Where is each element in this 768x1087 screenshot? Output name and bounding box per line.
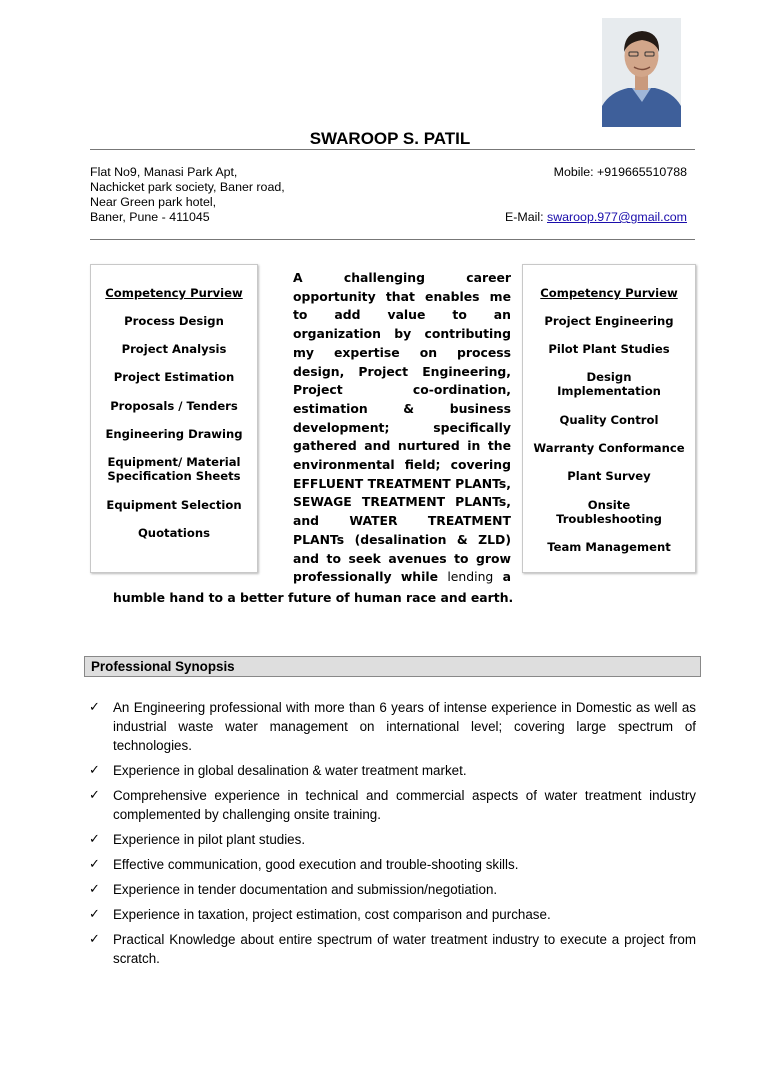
competency-left-item: Equipment/ Material Specification Sheets [107,455,241,483]
section-header-synopsis [84,656,701,677]
list-item-text: Effective communication, good execution and trouble-shooting skills. [113,857,519,872]
list-item-text: An Engineering professional with more than 6 years of intense experience in Domestic as well as industrial waste water management on international level; covering large spectrum of technologies. [113,700,696,753]
list-item [89,905,696,924]
competency-right-item: Project Engineering [544,314,674,328]
list-item [89,880,696,899]
objective-lending: lending [447,569,494,585]
address-line-1: Flat No9, Manasi Park Apt, [90,165,238,179]
list-item [89,786,696,824]
check-icon: ✓ [89,907,100,922]
email-label: E-Mail: [505,210,547,224]
section-title: Professional Synopsis [91,659,235,674]
divider-top [90,149,695,150]
check-icon: ✓ [89,763,100,778]
profile-photo [602,18,681,127]
check-icon: ✓ [89,882,100,897]
competency-right-item: Onsite Troubleshooting [556,498,662,526]
competency-right-item: Team Management [547,540,671,554]
candidate-name: SWAROOP S. PATIL [309,129,471,148]
competency-left-item: Project Analysis [121,342,227,356]
check-icon: ✓ [89,832,100,847]
competency-right-title: Competency Purview [540,286,678,300]
competency-left-item: Quotations [137,526,211,540]
list-item [89,761,696,780]
check-icon: ✓ [89,857,100,872]
career-objective [293,269,511,589]
list-item-text: Experience in global desalination & water treatment market. [113,763,467,778]
competency-right-item: Design Implementation [557,370,661,398]
competency-left-item: Proposals / Tenders [110,399,238,413]
objective-tail: humble hand to a better future of human race and earth. [113,590,514,605]
competency-left-title: Competency Purview [105,286,243,300]
list-item [89,855,696,874]
list-item [89,930,696,968]
list-item-text: Practical Knowledge about entire spectrum of water treatment industry to execute a project from scratch. [113,932,696,966]
mobile-number: Mobile: +919665510788 [553,165,687,179]
competency-right-item: Quality Control [559,413,659,427]
email-link[interactable]: swaroop.977@gmail.com [547,210,687,224]
address-line-3: Near Green park hotel, [90,195,217,209]
address-line-2: Nachicket park society, Baner road, [90,180,285,194]
competency-right-item: Plant Survey [567,469,651,483]
divider-contact [90,239,695,240]
competency-box-left [90,264,258,573]
list-item [89,830,696,849]
synopsis-list [89,698,696,974]
email-row [505,210,687,225]
objective-a: a [502,569,511,585]
list-item-text: Comprehensive experience in technical and commercial aspects of water treatment industry complemented by challenging onsite training. [113,788,696,822]
list-item-text: Experience in tender documentation and submission/negotiation. [113,882,498,897]
competency-right-item: Warranty Conformance [533,441,685,455]
address-line-4: Baner, Pune - 411045 [90,210,210,224]
competency-box-right [522,264,696,573]
competency-left-item: Engineering Drawing [105,427,243,441]
check-icon: ✓ [89,700,100,715]
check-icon: ✓ [89,788,100,803]
objective-text: A challenging career opportunity that enables me to add value to an organization by contributing my expertise on process design, Project Engineering, Project co-ordination, estimation & business development; specifically gathered and nurtured in the environmental field; covering EFFLUENT TREATMENT PLANTs, SEWAGE TREATMENT PLANTs, and WATER TREATMENT PLANTs (desalination & ZLD) and to seek avenues to grow professionally while [293,270,511,585]
competency-left-item: Project Estimation [113,370,235,384]
competency-left-item: Equipment Selection [106,498,242,512]
list-item [89,698,696,755]
list-item-text: Experience in pilot plant studies. [113,832,306,847]
competency-left-item: Process Design [124,314,224,328]
competency-right-item: Pilot Plant Studies [548,342,670,356]
list-item-text: Experience in taxation, project estimation, cost comparison and purchase. [113,907,551,922]
check-icon: ✓ [89,932,100,947]
